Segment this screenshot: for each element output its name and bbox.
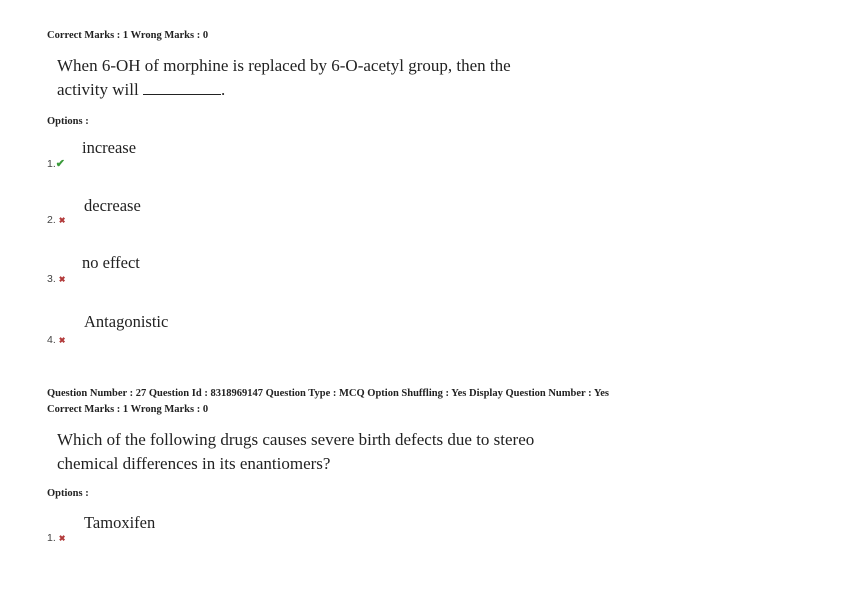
- option-number: 1.: [47, 158, 56, 170]
- q1-text-line2-after: .: [220, 80, 226, 99]
- q1-option-4-text: Antagonistic: [84, 312, 169, 331]
- option-number: 3.: [47, 273, 56, 285]
- q1-option-2-number: [47, 214, 65, 226]
- q1-marks: Correct Marks : 1 Wrong Marks : 0: [47, 30, 209, 41]
- q1-text-line1: When 6-OH of morphine is replaced by 6-O-acetyl group, then the: [57, 56, 511, 75]
- cross-icon: ✖: [58, 216, 66, 225]
- checkmark-icon: ✔: [55, 158, 65, 170]
- cross-icon: ✖: [58, 275, 66, 284]
- q2-info: Question Number : 27 Question Id : 8318969147 Question Type : MCQ Option Shuffling : Yes Display Question Number : Yes: [47, 388, 610, 399]
- q1-option-1-text: increase: [82, 138, 137, 157]
- q1-options-label: Options :: [47, 116, 89, 127]
- answer-blank: [143, 80, 221, 95]
- q2-text-line1: Which of the following drugs causes severe birth defects due to stereo: [57, 430, 535, 449]
- q2-question-text: [57, 428, 534, 476]
- q1-option-4-number: [47, 334, 65, 346]
- option-number: 4.: [47, 334, 56, 346]
- option-number: 1.: [47, 532, 56, 544]
- option-number: 2.: [47, 214, 56, 226]
- q1-option-1-number: [47, 157, 65, 170]
- q2-text-line2: chemical differences in its enantiomers?: [57, 454, 331, 473]
- q1-text-line2: [57, 78, 511, 102]
- q1-question-text: [57, 54, 511, 102]
- cross-icon: ✖: [58, 336, 66, 345]
- q2-option-1-text: Tamoxifen: [84, 513, 156, 532]
- q1-option-3-number: [47, 273, 65, 285]
- q1-text-line2-before: activity will: [57, 80, 139, 99]
- q2-option-1-number: [47, 532, 65, 544]
- cross-icon: ✖: [58, 534, 66, 543]
- q2-marks: Correct Marks : 1 Wrong Marks : 0: [47, 404, 209, 415]
- q1-option-2-text: decrease: [84, 196, 141, 215]
- q1-option-3-text: no effect: [82, 253, 140, 272]
- q2-options-label: Options :: [47, 488, 89, 499]
